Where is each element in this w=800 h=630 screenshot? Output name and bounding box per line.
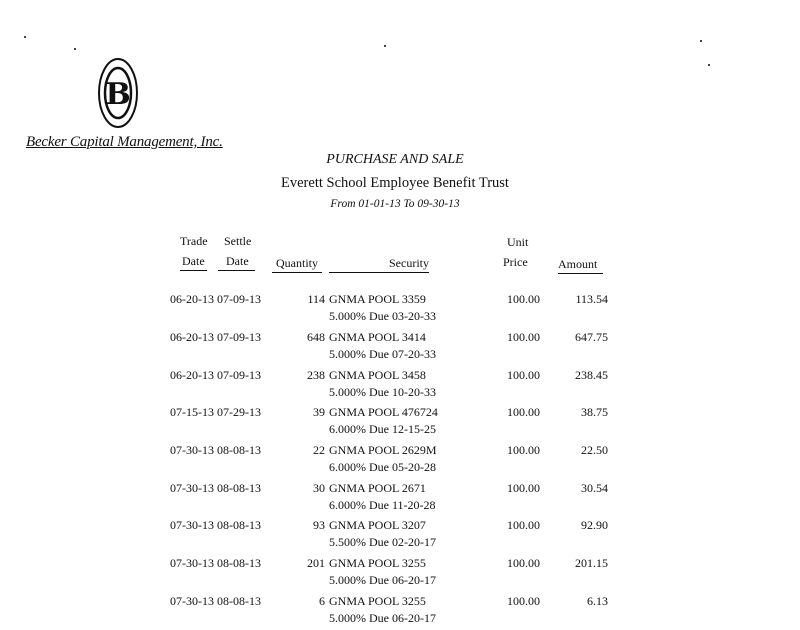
unit-price-cell: 100.00 <box>507 481 540 495</box>
security-description-cell: 5.500% Due 02-20-17 <box>329 535 436 549</box>
quantity-cell: 39 <box>313 405 325 419</box>
unit-price-cell: 100.00 <box>507 443 540 457</box>
column-header-quantity: Quantity <box>272 254 322 273</box>
scan-speck <box>74 48 76 50</box>
scan-speck <box>708 64 710 66</box>
company-name: Becker Capital Management, Inc. <box>26 134 223 150</box>
settle-date-cell: 07-09-13 <box>217 330 261 344</box>
security-cell: GNMA POOL 3359 <box>329 292 426 306</box>
quantity-cell: 648 <box>307 330 325 344</box>
table-row <box>0 518 800 554</box>
quantity-cell: 22 <box>313 443 325 457</box>
scan-speck <box>24 36 26 38</box>
unit-price-cell: 100.00 <box>507 368 540 382</box>
settle-date-cell: 07-29-13 <box>217 405 261 419</box>
trade-date-cell: 07-30-13 <box>170 556 214 570</box>
column-header-settle-date-top: Settle <box>224 234 252 248</box>
table-row <box>0 330 800 366</box>
security-description-cell: 6.000% Due 05-20-28 <box>329 460 436 474</box>
column-header-trade-date-top: Trade <box>180 234 208 248</box>
trade-date-cell: 06-20-13 <box>170 368 214 382</box>
logo-letter: B <box>105 77 131 112</box>
amount-cell: 38.75 <box>581 405 608 419</box>
quantity-cell: 238 <box>307 368 325 382</box>
company-logo <box>96 56 140 130</box>
column-header-unit-price: Price <box>503 255 528 269</box>
settle-date-cell: 08-08-13 <box>217 594 261 608</box>
amount-cell: 6.13 <box>587 594 608 608</box>
security-cell: GNMA POOL 3414 <box>329 330 426 344</box>
unit-price-cell: 100.00 <box>507 518 540 532</box>
table-row <box>0 594 800 630</box>
settle-date-cell: 07-09-13 <box>217 292 261 306</box>
column-header-settle-date: Date <box>218 252 255 271</box>
security-description-cell: 6.000% Due 11-20-28 <box>329 498 436 512</box>
account-name: Everett School Employee Benefit Trust <box>281 175 509 191</box>
settle-date-cell: 08-08-13 <box>217 556 261 570</box>
quantity-cell: 93 <box>313 518 325 532</box>
unit-price-cell: 100.00 <box>507 292 540 306</box>
amount-cell: 201.15 <box>575 556 608 570</box>
table-row <box>0 443 800 479</box>
trade-date-cell: 07-30-13 <box>170 518 214 532</box>
quantity-cell: 30 <box>313 481 325 495</box>
quantity-cell: 6 <box>319 594 325 608</box>
table-row <box>0 292 800 328</box>
settle-date-cell: 08-08-13 <box>217 481 261 495</box>
security-cell: GNMA POOL 3207 <box>329 518 426 532</box>
quantity-cell: 201 <box>307 556 325 570</box>
trade-date-cell: 06-20-13 <box>170 330 214 344</box>
table-row <box>0 405 800 441</box>
amount-cell: 113.54 <box>575 292 608 306</box>
settle-date-cell: 07-09-13 <box>217 368 261 382</box>
security-description-cell: 6.000% Due 12-15-25 <box>329 422 436 436</box>
column-header-trade-date: Date <box>180 252 207 271</box>
unit-price-cell: 100.00 <box>507 405 540 419</box>
column-header-unit-price-top: Unit <box>507 235 529 249</box>
amount-cell: 92.90 <box>581 518 608 532</box>
trade-date-cell: 07-30-13 <box>170 443 214 457</box>
security-cell: GNMA POOL 3458 <box>329 368 426 382</box>
security-description-cell: 5.000% Due 06-20-17 <box>329 611 436 625</box>
scan-speck <box>384 45 386 47</box>
settle-date-cell: 08-08-13 <box>217 443 261 457</box>
column-header-security: Security <box>329 254 429 273</box>
security-cell: GNMA POOL 3255 <box>329 594 426 608</box>
amount-cell: 238.45 <box>575 368 608 382</box>
security-cell: GNMA POOL 476724 <box>329 405 438 419</box>
settle-date-cell: 08-08-13 <box>217 518 261 532</box>
security-description-cell: 5.000% Due 03-20-33 <box>329 309 436 323</box>
date-range: From 01-01-13 To 09-30-13 <box>330 198 460 210</box>
unit-price-cell: 100.00 <box>507 330 540 344</box>
security-cell: GNMA POOL 2629M <box>329 443 437 457</box>
scan-speck <box>700 40 702 42</box>
unit-price-cell: 100.00 <box>507 556 540 570</box>
trade-date-cell: 06-20-13 <box>170 292 214 306</box>
security-cell: GNMA POOL 2671 <box>329 481 426 495</box>
security-description-cell: 5.000% Due 06-20-17 <box>329 573 436 587</box>
amount-cell: 647.75 <box>575 330 608 344</box>
amount-cell: 30.54 <box>581 481 608 495</box>
table-row <box>0 368 800 404</box>
table-row <box>0 556 800 592</box>
quantity-cell: 114 <box>307 292 325 306</box>
amount-cell: 22.50 <box>581 443 608 457</box>
security-description-cell: 5.000% Due 10-20-33 <box>329 385 436 399</box>
trade-date-cell: 07-30-13 <box>170 481 214 495</box>
unit-price-cell: 100.00 <box>507 594 540 608</box>
security-cell: GNMA POOL 3255 <box>329 556 426 570</box>
trade-date-cell: 07-30-13 <box>170 594 214 608</box>
table-row <box>0 481 800 517</box>
security-description-cell: 5.000% Due 07-20-33 <box>329 347 436 361</box>
column-header-amount: Amount <box>558 255 603 274</box>
report-title: PURCHASE AND SALE <box>326 152 464 167</box>
trade-date-cell: 07-15-13 <box>170 405 214 419</box>
